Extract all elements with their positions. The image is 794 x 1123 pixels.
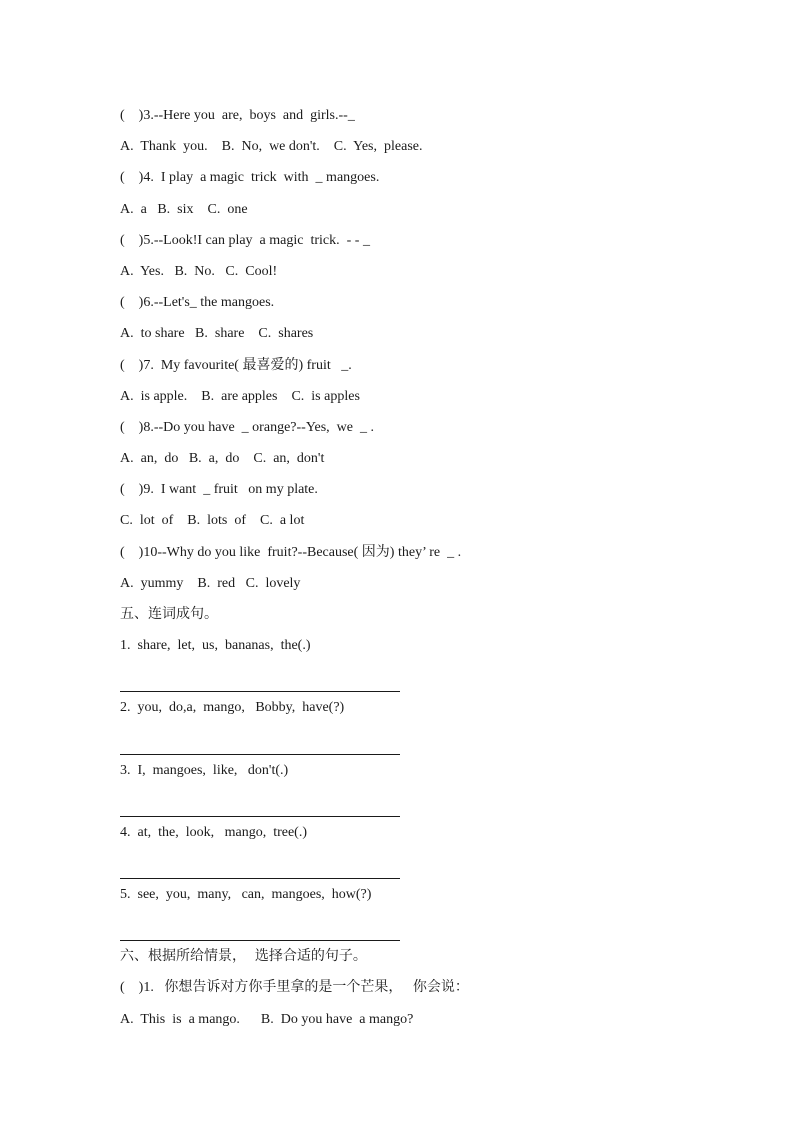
reorder-item-5	[120, 879, 720, 941]
situation-question-1-stem: ( )1. 你想告诉对方你手里拿的是一个芒果， 你会说：	[120, 980, 469, 996]
question-9-options: C. lot of B. lots of C. a lot	[120, 513, 305, 529]
answer-line-4[interactable]	[120, 848, 400, 879]
question-3-stem: ( )3.--Here you are, boys and girls.--_	[120, 108, 355, 123]
question-3-options: A. Thank you. B. No, we don't. C. Yes, please.	[120, 139, 423, 155]
reorder-item-3-words: 3. I, mangoes, like, don't(.)	[120, 762, 289, 778]
answer-line-1[interactable]	[120, 661, 400, 692]
question-10-options: A. yummy B. red C. lovely	[120, 575, 301, 591]
answer-line-5[interactable]	[120, 910, 400, 941]
question-7-stem: ( )7. My favourite( 最喜爱的) fruit _.	[120, 357, 352, 373]
worksheet-page	[120, 100, 720, 1035]
question-5-stem: ( )5.--Look!I can play a magic trick. - - _	[120, 232, 370, 248]
question-4-stem: ( )4. I play a magic trick with _ mangoes.	[120, 170, 380, 186]
reorder-item-5-words: 5. see, you, many, can, mangoes, how(?)	[120, 886, 372, 902]
reorder-item-1	[120, 630, 720, 692]
reorder-item-4	[120, 817, 720, 879]
question-6-stem: ( )6.--Let's_ the mangoes.	[120, 295, 275, 311]
reorder-item-3	[120, 755, 720, 817]
question-8-options: A. an, do B. a, do C. an, don't	[120, 451, 325, 467]
question-7-options: A. is apple. B. are apples C. is apples	[120, 388, 360, 404]
question-9-stem: ( )9. I want _ fruit on my plate.	[120, 482, 318, 498]
reorder-item-2-words: 2. you, do,a, mango, Bobby, have(?)	[120, 700, 345, 716]
answer-line-2[interactable]	[120, 724, 400, 755]
reorder-item-4-words: 4. at, the, look, mango, tree(.)	[120, 824, 308, 840]
reorder-item-2	[120, 692, 720, 754]
question-5-options: A. Yes. B. No. C. Cool!	[120, 263, 278, 279]
section-6-title: 六、根据所给情景， 选择合适的句子。	[120, 948, 367, 965]
answer-line-3[interactable]	[120, 786, 400, 817]
question-10-stem: ( )10--Why do you like fruit?--Because( 因为) they’ re _ .	[120, 544, 462, 560]
question-6-options: A. to share B. share C. shares	[120, 326, 314, 342]
question-4-options: A. a B. six C. one	[120, 201, 248, 217]
section-5-title: 五、连词成句。	[120, 606, 218, 622]
reorder-item-1-words: 1. share, let, us, bananas, the(.)	[120, 638, 311, 654]
question-8-stem: ( )8.--Do you have _ orange?--Yes, we _ .	[120, 419, 375, 435]
situation-question-1-options: A. This is a mango. B. Do you have a mango?	[120, 1011, 414, 1027]
